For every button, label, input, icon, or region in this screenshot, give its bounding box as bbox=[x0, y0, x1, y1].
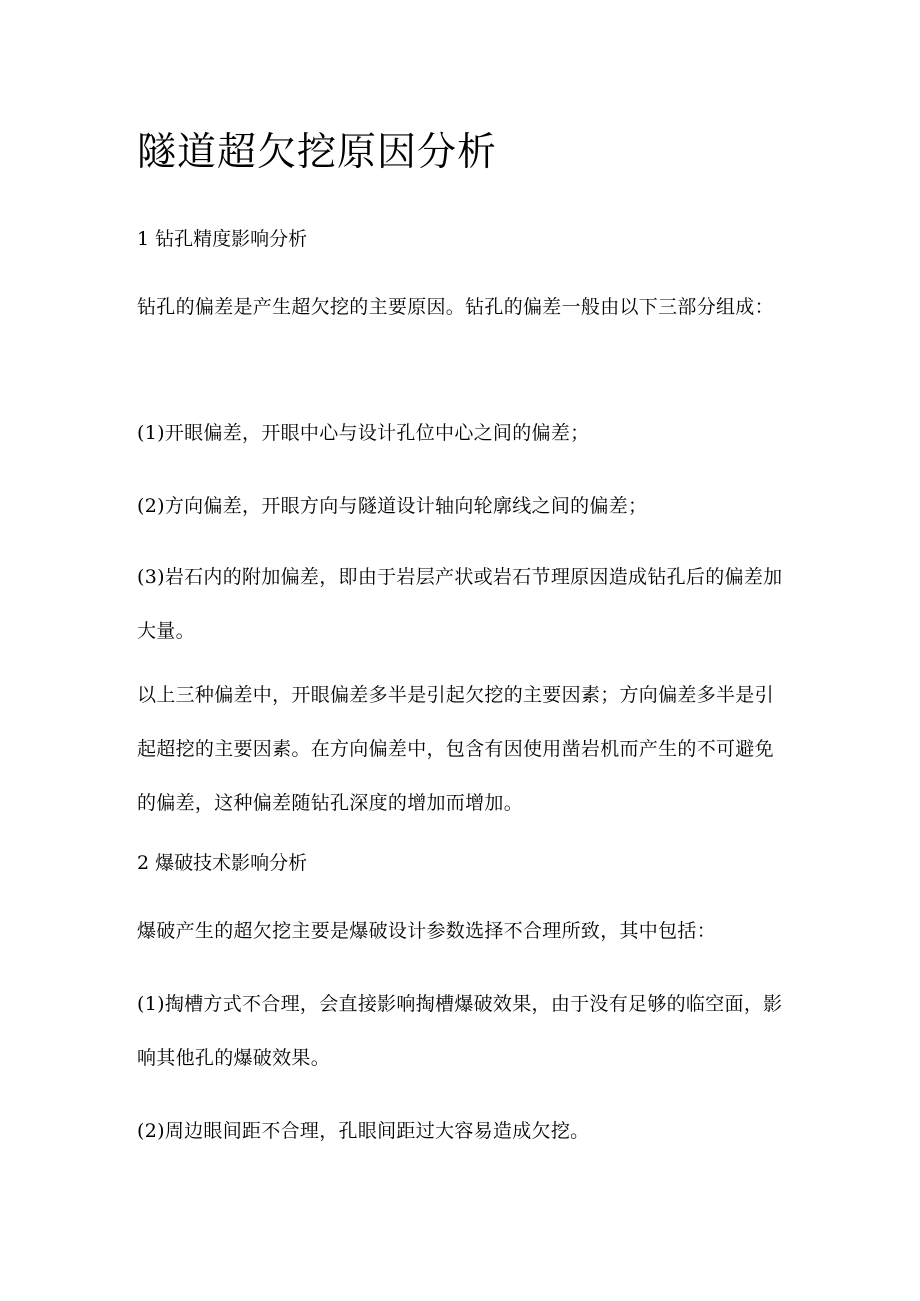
document-title: 隧道超欠挖原因分析 bbox=[137, 130, 498, 175]
paragraph-deviation-1: (1)开眼偏差，开眼中心与设计孔位中心之间的偏差； bbox=[137, 422, 590, 444]
paragraph-deviation-summary: 以上三种偏差中，开眼偏差多半是引起欠挖的主要因素；方向偏差多半是引起超挖的主要因素。在方向偏差中，包含有因使用凿岩机而产生的不可避免的偏差，这种偏差随钻孔深度的增加而增加。 bbox=[137, 684, 774, 814]
section-heading-blasting: 2 爆破技术影响分析 bbox=[137, 852, 308, 874]
paragraph-blasting-1: (1)掏槽方式不合理，会直接影响掏槽爆破效果，由于没有足够的临空面，影响其他孔的爆破效果。 bbox=[137, 993, 783, 1069]
section-heading-drilling: 1 钻孔精度影响分析 bbox=[137, 228, 308, 250]
paragraph-blasting-intro: 爆破产生的超欠挖主要是爆破设计参数选择不合理所致，其中包括： bbox=[137, 920, 717, 942]
paragraph-deviation-2: (2)方向偏差，开眼方向与隧道设计轴向轮廓线之间的偏差； bbox=[137, 495, 648, 517]
paragraph-deviation-3: (3)岩石内的附加偏差，即由于岩层产状或岩石节理原因造成钻孔后的偏差加大量。 bbox=[137, 566, 783, 642]
paragraph-blasting-2: (2)周边眼间距不合理，孔眼间距过大容易造成欠挖。 bbox=[137, 1120, 590, 1142]
paragraph-drilling-intro: 钻孔的偏差是产生超欠挖的主要原因。钻孔的偏差一般由以下三部分组成： bbox=[137, 296, 774, 318]
